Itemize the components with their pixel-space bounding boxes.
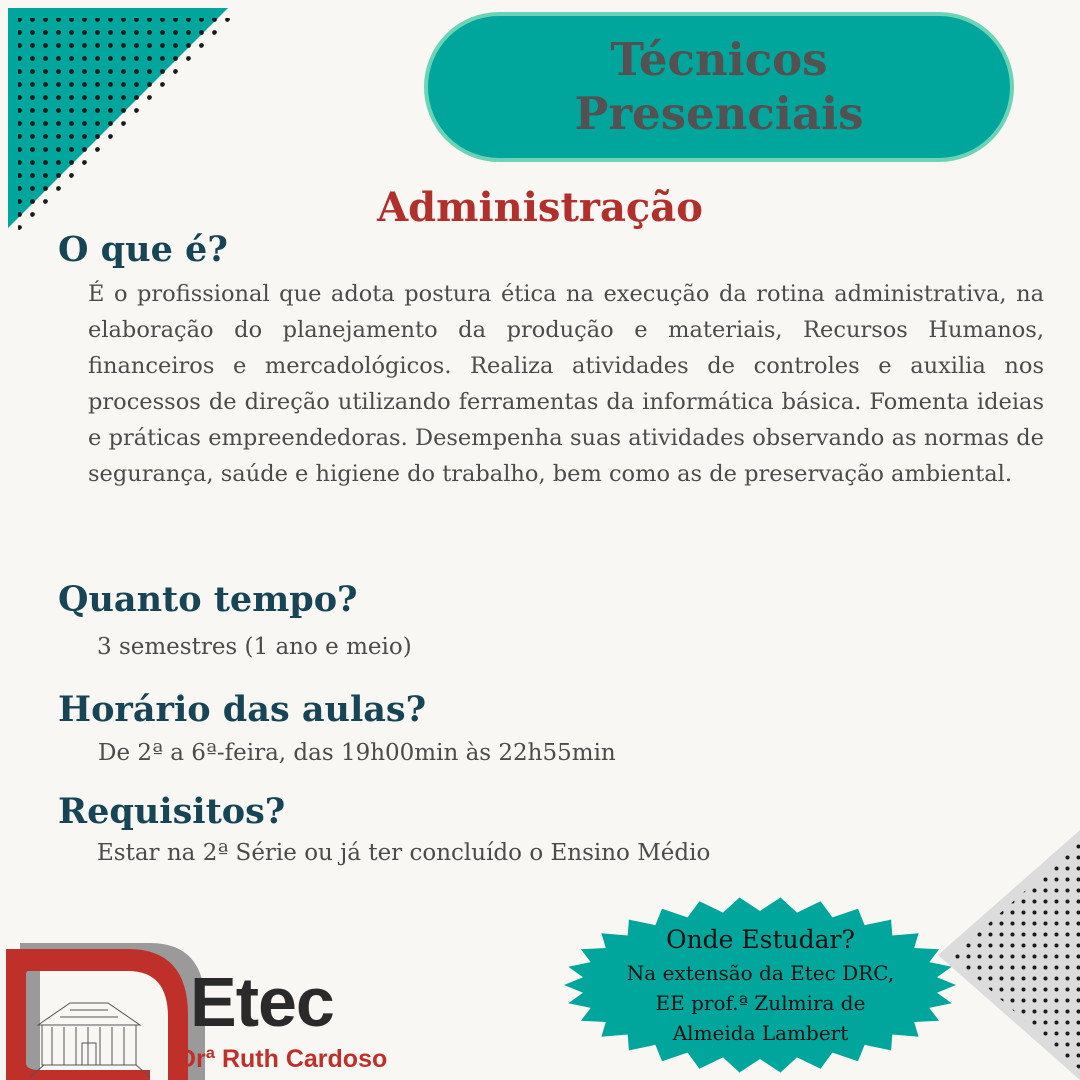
heading-requirements: Requisitos? xyxy=(58,791,286,832)
course-title: Administração xyxy=(377,184,703,231)
text-schedule: De 2ª a 6ª-feira, das 19h00min às 22h55min xyxy=(98,740,616,766)
badge-title: Onde Estudar? xyxy=(666,925,855,954)
heading-duration: Quanto tempo? xyxy=(58,579,358,620)
badge-where-to-study xyxy=(588,922,933,1048)
logo-wordmark: Etec xyxy=(190,963,334,1041)
heading-schedule: Horário das aulas? xyxy=(58,689,427,730)
badge-line-2: EE prof.ª Zulmira de xyxy=(655,991,866,1015)
badge-line-1: Na extensão da Etec DRC, xyxy=(626,961,895,985)
text-requirements: Estar na 2ª Série ou já ter concluído o Ensino Médio xyxy=(97,840,711,866)
text-what: É o profissional que adota postura ética na execução da rotina administrativa, na elaboração do planejamento da produção e materiais, Recursos Humanos, financeiros e mercadológicos. Realiza atividades de controles e auxilia nos processos de direção utilizando ferramentas da informática básica. Fomenta ideias e práticas empreendedoras. Desempenha suas atividades observando as normas de segurança, saúde e higiene do trabalho, bem como as de preservação ambiental. xyxy=(88,281,1044,487)
heading-what: O que é? xyxy=(58,229,228,270)
title-banner xyxy=(424,12,1014,162)
title-line-2: Presenciais xyxy=(574,87,864,140)
title-line-1: Técnicos xyxy=(610,33,828,86)
text-duration: 3 semestres (1 ano e meio) xyxy=(97,634,412,660)
logo-subtitle: Drª Ruth Cardoso xyxy=(178,1045,388,1073)
badge-line-3: Almeida Lambert xyxy=(672,1021,849,1045)
